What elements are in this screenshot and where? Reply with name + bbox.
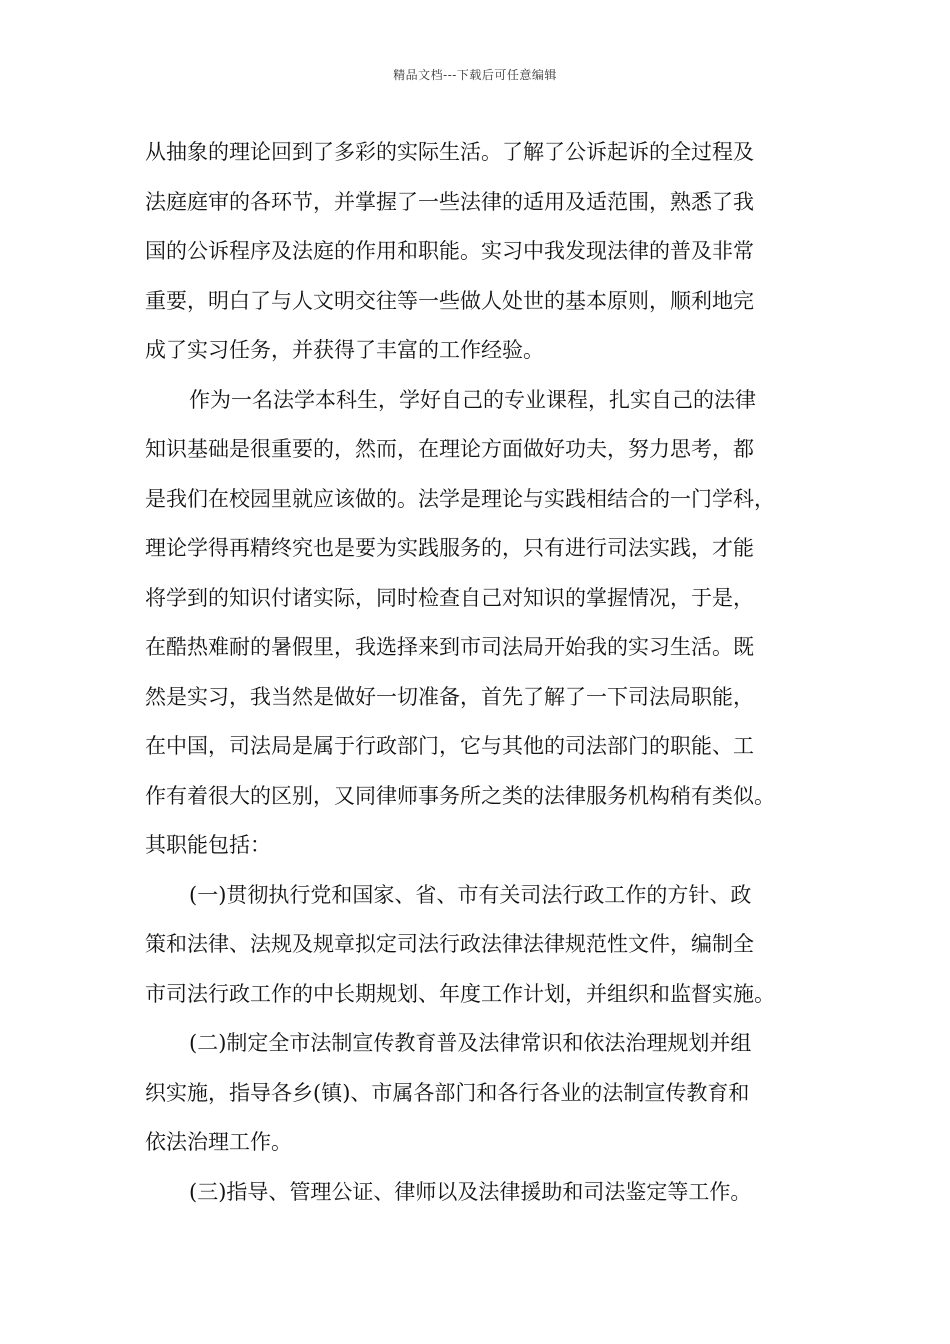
text-line: 成了实习任务，并获得了丰富的工作经验。 (145, 338, 544, 362)
text-line: 知识基础是很重要的，然而，在理论方面做好功夫，努力思考，都 (145, 437, 754, 461)
text-line: 织实施，指导各乡(镇)、市属各部门和各行各业的法制宣传教育和 (145, 1080, 750, 1105)
text-line: 在中国，司法局是属于行政部门，它与其他的司法部门的职能、工 (145, 734, 754, 758)
text-line: 将学到的知识付诸实际，同时检查自己对知识的掌握情况，于是， (145, 585, 754, 610)
text-line: (二)制定全市法制宣传教育普及法律常识和依法治理规划并组 (189, 1031, 752, 1055)
text-line: 其职能包括： (145, 833, 271, 857)
text-line: (一)贯彻执行党和国家、省、市有关司法行政工作的方针、政 (189, 882, 752, 907)
text-line: 作为一名法学本科生，学好自己的专业课程，扎实自己的法律 (189, 387, 756, 412)
text-line: 理论学得再精终究也是要为实践服务的，只有进行司法实践，才能 (145, 536, 754, 560)
text-line: 在酷热难耐的暑假里，我选择来到市司法局开始我的实习生活。既 (145, 635, 754, 659)
text-line: 市司法行政工作的中长期规划、年度工作计划，并组织和监督实施。 (145, 981, 775, 1006)
document-body (145, 128, 825, 1217)
text-line: 国的公诉程序及法庭的作用和职能。实习中我发现法律的普及非常 (145, 239, 754, 263)
text-line: 作有着很大的区别，又同律师事务所之类的法律服务机构稍有类似。 (145, 783, 775, 808)
text-line: 策和法律、法规及规章拟定司法行政法律法律规范性文件，编制全 (145, 932, 754, 956)
text-line: (三)指导、管理公证、律师以及法律援助和司法鉴定等工作。 (189, 1179, 752, 1204)
text-line: 从抽象的理论回到了多彩的实际生活。了解了公诉起诉的全过程及 (145, 140, 754, 164)
text-line: 重要，明白了与人文明交往等一些做人处世的基本原则，顺利地完 (145, 288, 754, 313)
text-line: 然是实习，我当然是做好一切准备，首先了解了一下司法局职能， (145, 684, 754, 709)
text-line: 依法治理工作。 (145, 1130, 292, 1154)
text-line: 是我们在校园里就应该做的。法学是理论与实践相结合的一门学科， (145, 486, 775, 511)
page-header: 精品文档---下载后可任意编辑 (393, 68, 557, 82)
text-line: 法庭庭审的各环节，并掌握了一些法律的适用及适范围，熟悉了我 (145, 189, 754, 214)
